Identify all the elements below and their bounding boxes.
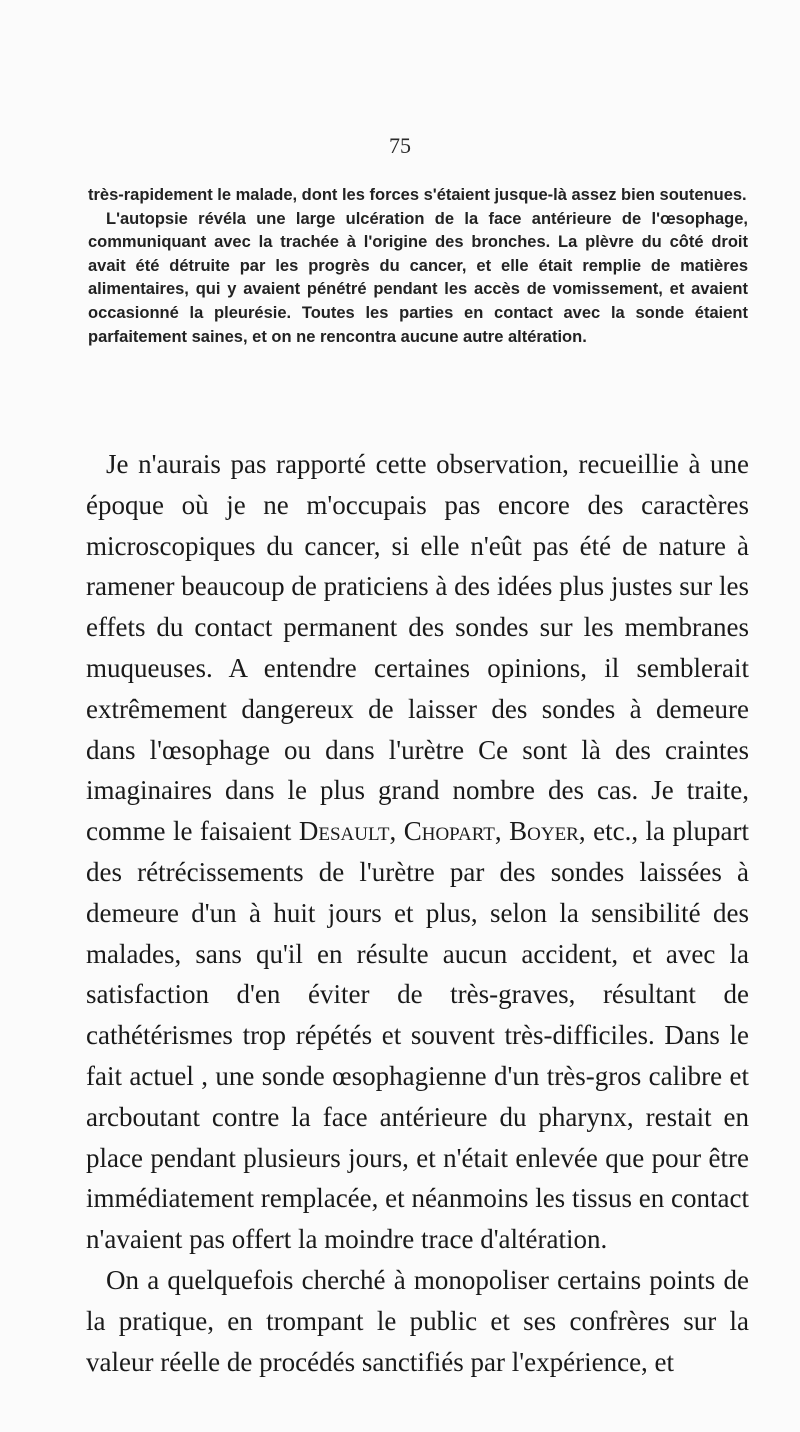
page-number: 75: [389, 133, 411, 158]
author-name-chopart: Chopart: [403, 816, 495, 847]
commentary-text-part-2: , etc., la plupart des rétrécissements de l'urètre par des sondes laissées à demeure d'un à huit jours et plus, selon la sensibilité des malades, sans qu'il en résulte aucun accident, et avec la satisfaction d'en éviter de très-graves, résultant de cathétérismes trop répétés et souvent très-difficiles. Dans le fait actuel , une sonde œsophagienne d'un très-gros calibre et arcboutant contre la face antérieure du pharynx, restait en place pendant plusieurs jours, et n'était enlevée que pour être immédiatement remplacée, et néanmoins les tissus en contact n'avaient pas offert la moindre trace d'altération.: [86, 816, 750, 1255]
commentary-paragraph-2: On a quelquefois cherché à monopoliser certains points de la pratique, en trompant le public et ses confrères sur la valeur réelle de procédés sanctifiés par l'expérience, et: [86, 1264, 749, 1377]
case-report-paragraph-1: très-rapidement le malade, dont les forces s'étaient jusque-là assez bien soutenues.: [88, 186, 747, 204]
case-report-text: [88, 184, 748, 349]
separator: ,: [389, 816, 404, 847]
commentary-paragraph-1: [86, 444, 749, 1260]
commentary-text: [86, 444, 749, 1382]
separator: ,: [494, 816, 510, 847]
author-name-boyer: Boyer: [509, 816, 579, 847]
author-name-desault: Desault: [298, 816, 390, 847]
autopsy-paragraph: L'autopsie révéla une large ulcération de la face antérieure de l'œsophage, communiquant avec la trachée à l'origine des bronches. La plèvre du côté droit avait été détruite par les progrès du cancer, et elle était remplie de matières alimentaires, qui y avaient pénétré pendant les accès de vomissement, et avaient occasionné la pleurésie. Toutes les parties en contact avec la sonde étaient parfaitement saines, et on ne rencontra aucune autre altération.: [88, 209, 748, 346]
commentary-text-part-1: Je n'aurais pas rapporté cette observation, recueillie à une époque où je ne m'occupais pas encore des caractères microscopiques du cancer, si elle n'eût pas été de nature à ramener beaucoup de praticiens à des idées plus justes sur les effets du contact permanent des sondes sur les membranes muqueuses. A entendre certaines opinions, il semblerait extrêmement dangereux de laisser des sondes à demeure dans l'œsophage ou dans l'urètre Ce sont là des craintes imaginaires dans le plus grand nombre des cas. Je traite, comme le faisaient: [86, 449, 749, 847]
